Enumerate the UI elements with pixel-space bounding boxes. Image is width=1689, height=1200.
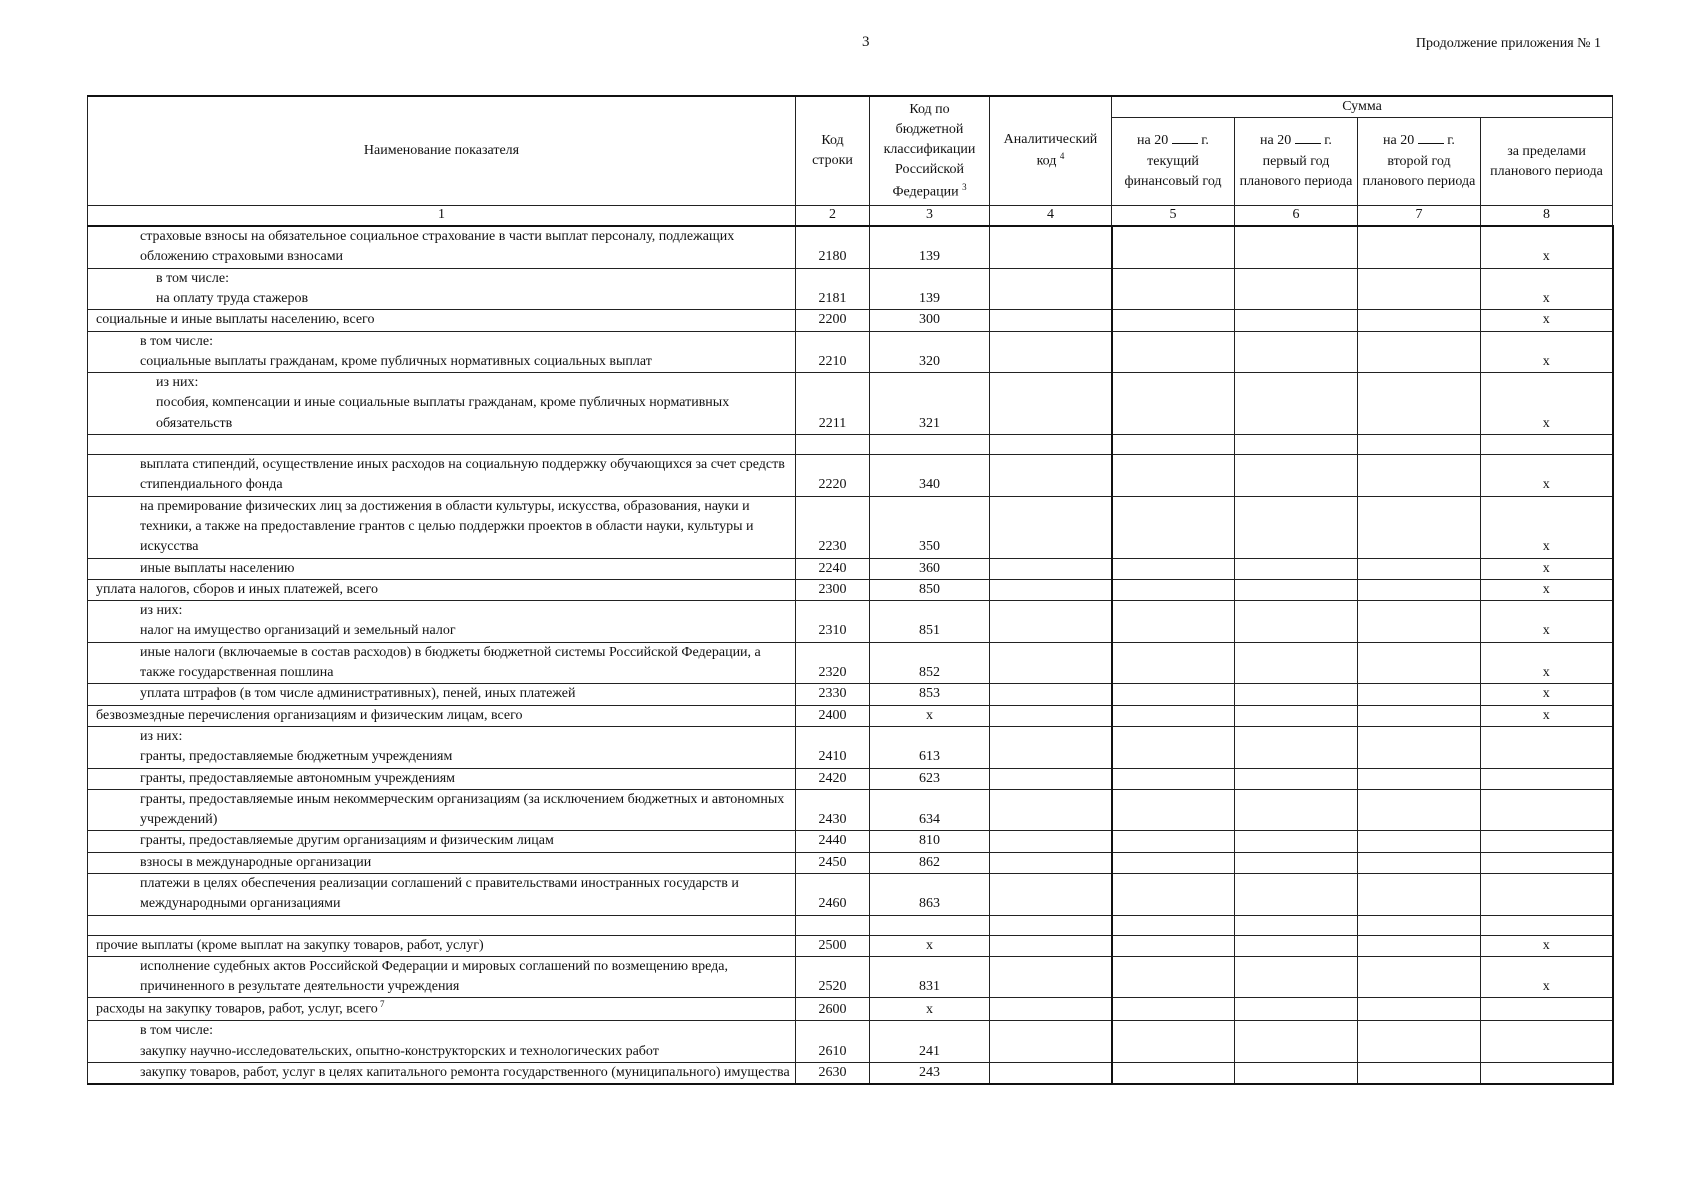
bk-code: 243 [870, 1063, 990, 1085]
table-row [88, 684, 1613, 705]
sum-col6 [1235, 642, 1358, 684]
analytic-code [990, 705, 1112, 726]
bk-code: 852 [870, 642, 990, 684]
header-bk-code: Код по бюджетной классификации Российской Федерации $^3$ [870, 96, 990, 206]
sum-col8 [1481, 768, 1613, 789]
column-number: 1 [88, 206, 796, 226]
sum-col5 [1112, 1021, 1235, 1063]
analytic-code [990, 684, 1112, 705]
row-code: 2440 [796, 831, 870, 852]
bk-code: 623 [870, 768, 990, 789]
row-code: 2330 [796, 684, 870, 705]
column-number: 8 [1481, 206, 1613, 226]
sum-col8 [1481, 435, 1613, 455]
sum-col5 [1112, 331, 1235, 373]
sum-col7 [1358, 998, 1481, 1021]
column-number: 3 [870, 206, 990, 226]
table-row [88, 705, 1613, 726]
indicator-name: иные налоги (включаемые в состав расходов) в бюджеты бюджетной системы Российской Федерации, а также государственная пошлина [88, 642, 796, 684]
sum-col7 [1358, 579, 1481, 600]
table-row [88, 726, 1613, 768]
sum-col7 [1358, 768, 1481, 789]
analytic-code [990, 558, 1112, 579]
sum-col8: x [1481, 601, 1613, 643]
sum-col8: x [1481, 956, 1613, 998]
sum-col6 [1235, 558, 1358, 579]
indicator-name: из них: гранты, предоставляемые бюджетным учреждениям [88, 726, 796, 768]
table-row [88, 268, 1613, 310]
analytic-code [990, 579, 1112, 600]
sum-col5 [1112, 768, 1235, 789]
column-number: 5 [1112, 206, 1235, 226]
indicator-name: платежи в целях обеспечения реализации соглашений с правительствами иностранных государств и международными организациями [88, 874, 796, 916]
bk-code [870, 915, 990, 935]
sum-col8: x [1481, 310, 1613, 331]
analytic-code [990, 496, 1112, 558]
sum-col6 [1235, 331, 1358, 373]
header-col5: на 20 г. текущий финансовый год [1112, 118, 1235, 206]
sum-col8 [1481, 831, 1613, 852]
sum-col5 [1112, 601, 1235, 643]
row-code: 2210 [796, 331, 870, 373]
sum-col5 [1112, 789, 1235, 831]
analytic-code [990, 915, 1112, 935]
bk-code: 831 [870, 956, 990, 998]
bk-code: 850 [870, 579, 990, 600]
bk-code: 139 [870, 268, 990, 310]
row-code: 2430 [796, 789, 870, 831]
row-code: 2240 [796, 558, 870, 579]
table-row [88, 496, 1613, 558]
sum-col8: x [1481, 268, 1613, 310]
indicator-name: гранты, предоставляемые другим организациям и физическим лицам [88, 831, 796, 852]
sum-col7 [1358, 956, 1481, 998]
analytic-code [990, 874, 1112, 916]
sum-col8: x [1481, 705, 1613, 726]
indicator-name: расходы на закупку товаров, работ, услуг, всего $^7$ [88, 998, 796, 1021]
sum-col5 [1112, 642, 1235, 684]
bk-code: 321 [870, 373, 990, 435]
table-row [88, 558, 1613, 579]
analytic-code [990, 956, 1112, 998]
analytic-code [990, 1021, 1112, 1063]
sum-col5 [1112, 998, 1235, 1021]
sum-col7 [1358, 455, 1481, 497]
row-code: 2600 [796, 998, 870, 1021]
row-code: 2230 [796, 496, 870, 558]
sum-col6 [1235, 455, 1358, 497]
sum-col7 [1358, 268, 1481, 310]
sum-col6 [1235, 373, 1358, 435]
sum-col6 [1235, 831, 1358, 852]
sum-col6 [1235, 226, 1358, 268]
sum-col6 [1235, 496, 1358, 558]
sum-col8 [1481, 789, 1613, 831]
sum-col7 [1358, 852, 1481, 873]
bk-code: 613 [870, 726, 990, 768]
indicator-name [88, 915, 796, 935]
sum-col6 [1235, 915, 1358, 935]
sum-col8: x [1481, 642, 1613, 684]
analytic-code [990, 1063, 1112, 1085]
table-row [88, 1063, 1613, 1085]
sum-col7 [1358, 789, 1481, 831]
sum-col7 [1358, 558, 1481, 579]
indicator-name: выплата стипендий, осуществление иных расходов на социальную поддержку обучающихся за счет средств стипендиального фонда [88, 455, 796, 497]
sum-col7 [1358, 496, 1481, 558]
bk-code: 350 [870, 496, 990, 558]
sum-col5 [1112, 226, 1235, 268]
analytic-code [990, 601, 1112, 643]
sum-col5 [1112, 558, 1235, 579]
table-row [88, 935, 1613, 956]
sum-col6 [1235, 935, 1358, 956]
header-col8: за пределами планового периода [1481, 118, 1613, 206]
sum-col6 [1235, 789, 1358, 831]
sum-col8 [1481, 998, 1613, 1021]
sum-col5 [1112, 915, 1235, 935]
sum-col6 [1235, 435, 1358, 455]
sum-col5 [1112, 579, 1235, 600]
analytic-code [990, 998, 1112, 1021]
table-row [88, 852, 1613, 873]
header-name: Наименование показателя [88, 96, 796, 206]
bk-code: 862 [870, 852, 990, 873]
bk-code: 810 [870, 831, 990, 852]
sum-col5 [1112, 268, 1235, 310]
page-number: 3 [862, 34, 870, 50]
sum-col6 [1235, 684, 1358, 705]
row-code: 2520 [796, 956, 870, 998]
bk-code: x [870, 998, 990, 1021]
table-row [88, 579, 1613, 600]
header-col6: на 20 г. первый год планового периода [1235, 118, 1358, 206]
table-row [88, 998, 1613, 1021]
sum-col5 [1112, 956, 1235, 998]
sum-col8: x [1481, 684, 1613, 705]
sum-col8: x [1481, 558, 1613, 579]
row-code [796, 915, 870, 935]
sum-col5 [1112, 310, 1235, 331]
table-row [88, 768, 1613, 789]
indicator-name: исполнение судебных актов Российской Федерации и мировых соглашений по возмещению вреда, причиненного в результате деятельности учреждения [88, 956, 796, 998]
table-row [88, 310, 1613, 331]
bk-code: 320 [870, 331, 990, 373]
bk-code: 851 [870, 601, 990, 643]
table-row [88, 642, 1613, 684]
sum-col5 [1112, 455, 1235, 497]
bk-code: 139 [870, 226, 990, 268]
bk-code: 634 [870, 789, 990, 831]
row-code: 2630 [796, 1063, 870, 1085]
indicator-name: гранты, предоставляемые автономным учреждениям [88, 768, 796, 789]
sum-col5 [1112, 1063, 1235, 1085]
bk-code: x [870, 935, 990, 956]
analytic-code [990, 852, 1112, 873]
row-code: 2180 [796, 226, 870, 268]
sum-col6 [1235, 1063, 1358, 1085]
bk-code: 360 [870, 558, 990, 579]
sum-col8: x [1481, 373, 1613, 435]
analytic-code [990, 435, 1112, 455]
sum-col6 [1235, 601, 1358, 643]
indicator-name: на премирование физических лиц за достижения в области культуры, искусства, образования, науки и техники, а также на предоставление грантов с целью поддержки проектов в области науки, культуры и искусства [88, 496, 796, 558]
sum-col5 [1112, 705, 1235, 726]
indicator-name: взносы в международные организации [88, 852, 796, 873]
row-code: 2181 [796, 268, 870, 310]
sum-col7 [1358, 601, 1481, 643]
sum-col8 [1481, 1063, 1613, 1085]
bk-code: 340 [870, 455, 990, 497]
sum-col8: x [1481, 331, 1613, 373]
indicator-name: гранты, предоставляемые иным некоммерческим организациям (за исключением бюджетных и автономных учреждений) [88, 789, 796, 831]
sum-col5 [1112, 496, 1235, 558]
sum-col8: x [1481, 226, 1613, 268]
sum-col6 [1235, 726, 1358, 768]
bk-code: 853 [870, 684, 990, 705]
table-row [88, 226, 1613, 268]
indicator-table [87, 95, 1614, 1085]
header-row-code: Код строки [796, 96, 870, 206]
row-code: 2610 [796, 1021, 870, 1063]
sum-col8 [1481, 726, 1613, 768]
header-sum: Сумма [1112, 96, 1613, 118]
column-number: 4 [990, 206, 1112, 226]
table-row [88, 831, 1613, 852]
row-code [796, 435, 870, 455]
sum-col7 [1358, 1063, 1481, 1085]
sum-col7 [1358, 1021, 1481, 1063]
row-code: 2500 [796, 935, 870, 956]
sum-col8 [1481, 915, 1613, 935]
row-code: 2400 [796, 705, 870, 726]
indicator-name: уплата штрафов (в том числе административных), пеней, иных платежей [88, 684, 796, 705]
sum-col5 [1112, 874, 1235, 916]
sum-col7 [1358, 435, 1481, 455]
sum-col7 [1358, 935, 1481, 956]
indicator-name: безвозмездные перечисления организациям и физическим лицам, всего [88, 705, 796, 726]
analytic-code [990, 768, 1112, 789]
table-row [88, 373, 1613, 435]
table-row [88, 435, 1613, 455]
sum-col7 [1358, 874, 1481, 916]
table-row [88, 789, 1613, 831]
sum-col5 [1112, 684, 1235, 705]
table-row [88, 915, 1613, 935]
header-analytic-code: Аналитический код $^4$ [990, 96, 1112, 206]
row-code: 2410 [796, 726, 870, 768]
sum-col5 [1112, 373, 1235, 435]
sum-col6 [1235, 998, 1358, 1021]
analytic-code [990, 935, 1112, 956]
sum-col7 [1358, 684, 1481, 705]
indicator-name: из них: пособия, компенсации и иные социальные выплаты гражданам, кроме публичных нормативных обязательств [88, 373, 796, 435]
analytic-code [990, 310, 1112, 331]
header-col7: на 20 г. второй год планового периода [1358, 118, 1481, 206]
sum-col7 [1358, 915, 1481, 935]
table-row [88, 455, 1613, 497]
row-code: 2450 [796, 852, 870, 873]
table-row [88, 331, 1613, 373]
row-code: 2300 [796, 579, 870, 600]
bk-code [870, 435, 990, 455]
sum-col5 [1112, 831, 1235, 852]
sum-col6 [1235, 310, 1358, 331]
row-code: 2200 [796, 310, 870, 331]
sum-col7 [1358, 726, 1481, 768]
sum-col6 [1235, 705, 1358, 726]
sum-col8: x [1481, 935, 1613, 956]
sum-col7 [1358, 226, 1481, 268]
sum-col6 [1235, 852, 1358, 873]
row-code: 2211 [796, 373, 870, 435]
analytic-code [990, 268, 1112, 310]
row-code: 2310 [796, 601, 870, 643]
sum-col7 [1358, 373, 1481, 435]
indicator-name [88, 435, 796, 455]
bk-code: 863 [870, 874, 990, 916]
indicator-name: прочие выплаты (кроме выплат на закупку товаров, работ, услуг) [88, 935, 796, 956]
sum-col5 [1112, 726, 1235, 768]
sum-col6 [1235, 1021, 1358, 1063]
sum-col7 [1358, 331, 1481, 373]
sum-col6 [1235, 768, 1358, 789]
sum-col6 [1235, 956, 1358, 998]
continuation-label: Продолжение приложения № 1 [1415, 36, 1601, 51]
indicator-name: социальные и иные выплаты населению, всего [88, 310, 796, 331]
indicator-name: уплата налогов, сборов и иных платежей, всего [88, 579, 796, 600]
indicator-name: в том числе: на оплату труда стажеров [88, 268, 796, 310]
row-code: 2320 [796, 642, 870, 684]
sum-col7 [1358, 642, 1481, 684]
analytic-code [990, 226, 1112, 268]
indicator-name: из них: налог на имущество организаций и земельный налог [88, 601, 796, 643]
column-number: 2 [796, 206, 870, 226]
indicator-name: в том числе: социальные выплаты гражданам, кроме публичных нормативных социальных выплат [88, 331, 796, 373]
sum-col7 [1358, 310, 1481, 331]
sum-col8 [1481, 874, 1613, 916]
table-row [88, 874, 1613, 916]
sum-col7 [1358, 705, 1481, 726]
row-code: 2220 [796, 455, 870, 497]
sum-col8: x [1481, 455, 1613, 497]
row-code: 2420 [796, 768, 870, 789]
table-row [88, 1021, 1613, 1063]
sum-col6 [1235, 268, 1358, 310]
indicator-name: в том числе: закупку научно-исследовательских, опытно-конструкторских и технологических работ [88, 1021, 796, 1063]
sum-col8 [1481, 852, 1613, 873]
sum-col6 [1235, 874, 1358, 916]
sum-col5 [1112, 435, 1235, 455]
indicator-name: иные выплаты населению [88, 558, 796, 579]
bk-code: x [870, 705, 990, 726]
indicator-name: страховые взносы на обязательное социальное страхование в части выплат персоналу, подлежащих обложению страховыми взносами [88, 226, 796, 268]
sum-col6 [1235, 579, 1358, 600]
sum-col8: x [1481, 579, 1613, 600]
analytic-code [990, 726, 1112, 768]
bk-code: 241 [870, 1021, 990, 1063]
analytic-code [990, 642, 1112, 684]
bk-code: 300 [870, 310, 990, 331]
analytic-code [990, 373, 1112, 435]
column-number: 6 [1235, 206, 1358, 226]
sum-col5 [1112, 935, 1235, 956]
analytic-code [990, 455, 1112, 497]
table-row [88, 956, 1613, 998]
analytic-code [990, 331, 1112, 373]
sum-col8 [1481, 1021, 1613, 1063]
sum-col8: x [1481, 496, 1613, 558]
analytic-code [990, 789, 1112, 831]
sum-col7 [1358, 831, 1481, 852]
table-row [88, 601, 1613, 643]
column-number: 7 [1358, 206, 1481, 226]
analytic-code [990, 831, 1112, 852]
row-code: 2460 [796, 874, 870, 916]
sum-col5 [1112, 852, 1235, 873]
indicator-name: закупку товаров, работ, услуг в целях капитального ремонта государственного (муниципального) имущества [88, 1063, 796, 1085]
